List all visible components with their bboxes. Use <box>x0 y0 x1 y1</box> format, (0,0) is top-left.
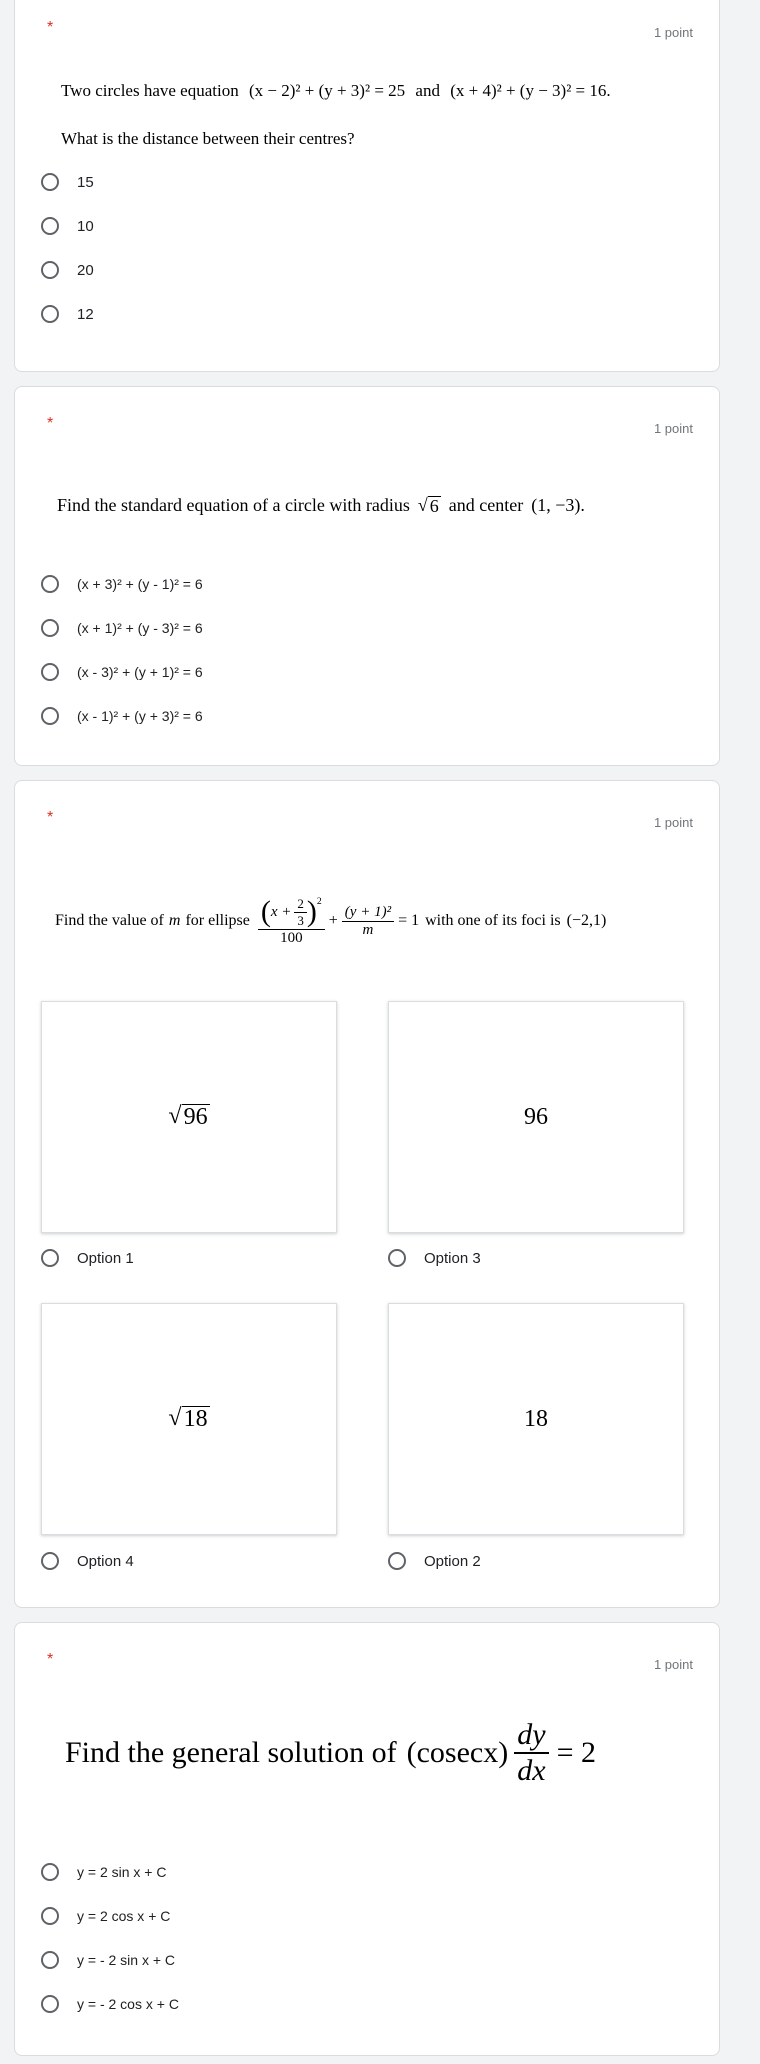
paren-close: ) <box>306 895 317 928</box>
variable-m: m <box>168 912 181 929</box>
exponent: 2 <box>316 895 322 907</box>
x-plus: x + <box>270 903 292 920</box>
question-text: Find the general solution of <box>65 1736 397 1769</box>
fraction-numerator: (y + 1)² <box>342 904 394 922</box>
question-card-4 <box>14 1622 720 2056</box>
option-label: y = - 2 cos x + C <box>77 1996 179 2012</box>
sqrt-icon: √ <box>168 1404 182 1431</box>
inner-fraction <box>294 896 307 929</box>
option-label: (x - 3)² + (y + 1)² = 6 <box>77 664 203 680</box>
radio-button[interactable] <box>41 707 59 725</box>
radio-button[interactable] <box>41 1249 59 1267</box>
radio-button[interactable] <box>41 261 59 279</box>
radio-button[interactable] <box>41 575 59 593</box>
fraction-numerator: dy <box>514 1718 548 1754</box>
radio-button[interactable] <box>41 217 59 235</box>
center-coordinates: (1, −3). <box>531 495 585 515</box>
option-label: Option 3 <box>424 1249 481 1267</box>
radio-button[interactable] <box>41 1907 59 1925</box>
points-label: 1 point <box>653 25 693 40</box>
equals-two: = 2 <box>556 1736 596 1769</box>
radio-button[interactable] <box>41 305 59 323</box>
option-label: Option 1 <box>77 1249 134 1267</box>
option-label: 20 <box>77 261 94 279</box>
option-label: Option 4 <box>77 1552 134 1570</box>
focus-coordinates: (−2,1) <box>566 912 607 929</box>
question-text-and: and <box>415 81 440 100</box>
question-image <box>61 81 611 101</box>
equation-1: (x − 2)² + (y + 3)² = 25 <box>248 81 406 100</box>
points-label: 1 point <box>653 421 693 436</box>
fraction-denominator: 100 <box>280 929 303 946</box>
sqrt-value <box>168 1406 209 1432</box>
question-text-for: for ellipse <box>185 912 250 929</box>
radius-sqrt <box>418 496 441 516</box>
answer-option[interactable] <box>41 299 94 329</box>
question-text: Find the standard equation of a circle with radius <box>57 495 410 515</box>
inner-denominator: 3 <box>297 912 304 928</box>
equals-one: = 1 <box>398 912 420 929</box>
cosec-term: (cosecx) <box>406 1736 509 1769</box>
radicand: 18 <box>183 1405 208 1432</box>
plus-sign: + <box>328 912 338 929</box>
radio-button[interactable] <box>41 1995 59 2013</box>
option-label: (x + 3)² + (y - 1)² = 6 <box>77 576 203 592</box>
option-image-1 <box>41 1001 337 1233</box>
option-label: y = - 2 sin x + C <box>77 1952 176 1968</box>
option-label: 10 <box>77 217 94 235</box>
ellipse-fraction-1 <box>258 896 325 947</box>
sqrt-icon: √ <box>417 494 428 515</box>
sqrt-value <box>168 1104 209 1130</box>
answer-option[interactable] <box>41 1989 179 2019</box>
required-asterisk: * <box>47 19 54 36</box>
radio-button[interactable] <box>41 1552 59 1570</box>
question-card-1 <box>14 0 720 372</box>
option-label: (x + 1)² + (y - 3)² = 6 <box>77 620 203 636</box>
answer-option[interactable] <box>388 1244 481 1272</box>
question-image <box>65 1703 596 1803</box>
option-image-4 <box>41 1303 337 1535</box>
option-label: 12 <box>77 305 94 323</box>
answer-option[interactable] <box>41 1857 166 1887</box>
option-label: y = 2 cos x + C <box>77 1908 171 1924</box>
question-text: Find the value of <box>55 912 164 929</box>
question-text-line-2: What is the distance between their centres? <box>61 129 355 148</box>
required-asterisk: * <box>47 1651 54 1668</box>
option-image-3 <box>388 1001 684 1233</box>
question-text-tail: with one of its foci is <box>425 912 561 929</box>
answer-option[interactable] <box>41 569 203 599</box>
answer-option[interactable] <box>41 1244 134 1272</box>
equation-2: (x + 4)² + (y − 3)² = 16. <box>450 81 611 100</box>
question-image <box>55 877 606 965</box>
question-image <box>57 495 585 516</box>
radio-button[interactable] <box>388 1249 406 1267</box>
answer-option[interactable] <box>41 1547 134 1575</box>
answer-option[interactable] <box>41 167 94 197</box>
required-asterisk: * <box>47 809 54 826</box>
answer-option[interactable] <box>41 657 203 687</box>
ellipse-fraction-2 <box>342 904 394 939</box>
answer-option[interactable] <box>41 211 94 241</box>
radio-button[interactable] <box>41 1863 59 1881</box>
answer-option[interactable] <box>41 1901 170 1931</box>
inner-numerator: 2 <box>294 896 307 913</box>
radio-button[interactable] <box>388 1552 406 1570</box>
plain-value: 96 <box>524 1103 548 1130</box>
radio-button[interactable] <box>41 619 59 637</box>
fraction-denominator: m <box>362 921 374 938</box>
radicand: 96 <box>183 1103 208 1130</box>
answer-option[interactable] <box>41 613 203 643</box>
option-label: Option 2 <box>424 1552 481 1570</box>
points-label: 1 point <box>653 1657 693 1672</box>
sqrt-icon: √ <box>168 1102 182 1129</box>
answer-option[interactable] <box>388 1547 481 1575</box>
question-text: Two circles have equation <box>61 81 239 100</box>
option-image-2 <box>388 1303 684 1535</box>
option-label: (x - 1)² + (y + 3)² = 6 <box>77 708 203 724</box>
answer-option[interactable] <box>41 255 94 285</box>
option-label: 15 <box>77 173 94 191</box>
option-label: y = 2 sin x + C <box>77 1864 167 1880</box>
required-asterisk: * <box>47 415 54 432</box>
question-text-mid: and center <box>448 495 524 515</box>
paren-open: ( <box>260 895 271 928</box>
fraction-denominator: dx <box>517 1754 546 1787</box>
question-card-3 <box>14 780 720 1608</box>
radio-button[interactable] <box>41 173 59 191</box>
points-label: 1 point <box>653 815 693 830</box>
answer-option[interactable] <box>41 1945 175 1975</box>
radio-button[interactable] <box>41 663 59 681</box>
radicand: 6 <box>429 495 439 516</box>
answer-option[interactable] <box>41 701 203 731</box>
derivative-fraction <box>514 1718 548 1788</box>
plain-value: 18 <box>524 1405 548 1432</box>
fraction-numerator <box>258 896 325 930</box>
radio-button[interactable] <box>41 1951 59 1969</box>
question-card-2 <box>14 386 720 766</box>
